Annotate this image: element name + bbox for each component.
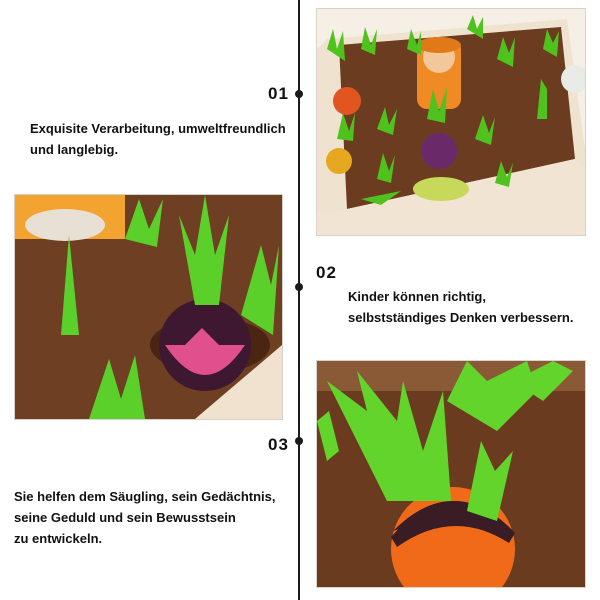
step-number-03: 03 [268, 435, 289, 454]
step-text-02: Kinder können richtig, selbstständiges Denken verbessern. [348, 289, 574, 325]
step-number-02: 02 [316, 263, 337, 282]
step-number-01: 01 [268, 84, 289, 103]
step-text-01: Exquisite Verarbeitung, umweltfreundlich und langlebig. [30, 121, 286, 157]
product-photo-box [316, 8, 586, 236]
step-text-03: Sie helfen dem Säugling, sein Gedächtnis, seine Geduld und sein Bewusstsein zu entwickeln. [14, 489, 276, 546]
product-photo-radish [14, 194, 283, 420]
product-photo-carrot [316, 360, 586, 588]
timeline-dot-03 [295, 437, 303, 445]
timeline-dot-01 [295, 90, 303, 98]
timeline-dot-02 [295, 283, 303, 291]
